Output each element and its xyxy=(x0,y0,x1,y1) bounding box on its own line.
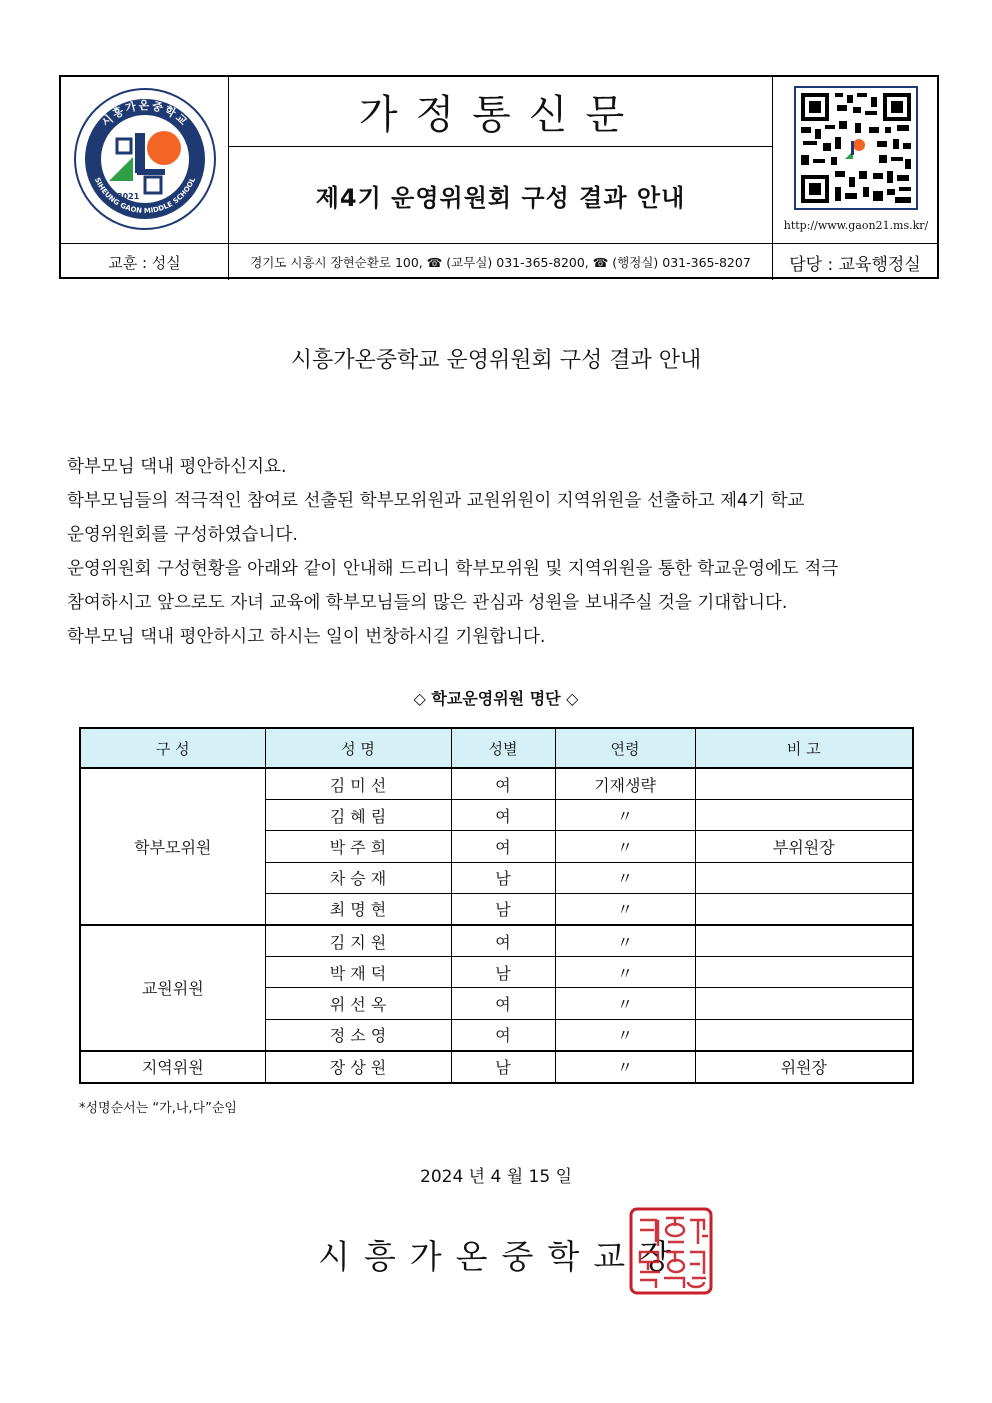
member-age-cell: 〃 xyxy=(555,893,695,925)
letter-line: 운영위원회를 구성하였습니다. xyxy=(67,525,298,545)
member-gender-cell: 여 xyxy=(451,988,555,1019)
member-note-cell: 위원장 xyxy=(695,1051,913,1083)
group-cell: 학부모위원 xyxy=(80,768,265,925)
member-gender-cell: 남 xyxy=(451,1051,555,1083)
member-age-cell: 〃 xyxy=(555,988,695,1019)
logo-year: 2021 xyxy=(117,192,140,201)
department-in-charge: 담당 : 교육행정실 xyxy=(789,254,921,275)
member-gender-cell: 여 xyxy=(451,768,555,800)
letter-line: 학부모님들의 적극적인 참여로 선출된 학부모위원과 교원위원이 지역위원을 선출하고 제4기 학교 xyxy=(67,491,805,511)
member-note-cell: 부위원장 xyxy=(695,831,913,862)
qr-cell xyxy=(773,77,939,243)
table-row xyxy=(80,925,913,957)
member-note-cell xyxy=(695,768,913,800)
member-note-cell xyxy=(695,862,913,893)
member-note-cell xyxy=(695,1019,913,1051)
official-seal-icon xyxy=(628,1206,714,1296)
document-title: 시흥가온중학교 운영위원회 구성 결과 안내 xyxy=(290,348,702,373)
info-row xyxy=(61,243,937,279)
group-cell: 교원위원 xyxy=(80,925,265,1051)
letter-line: 학부모님 댁내 평안하신지요. xyxy=(67,457,287,477)
member-note-cell xyxy=(695,988,913,1019)
member-age-cell: 〃 xyxy=(555,1019,695,1051)
member-gender-cell: 여 xyxy=(451,831,555,862)
table-header-row xyxy=(80,728,913,768)
school-address: 경기도 시흥시 장현순환로 100, ☎ (교무실) 031-365-8200, ☎ (행정실) 031-365-8207 xyxy=(229,244,773,280)
school-motto: 교훈 : 성실 xyxy=(61,244,229,280)
member-name-cell: 박 주 희 xyxy=(265,831,451,862)
page-title: 가정통신문 xyxy=(358,92,643,138)
member-gender-cell: 남 xyxy=(451,893,555,925)
member-gender-cell: 남 xyxy=(451,862,555,893)
member-note-cell xyxy=(695,957,913,988)
logo-korean-name: 시흥가온중학교 xyxy=(99,99,191,130)
column-header-note: 비 고 xyxy=(695,728,913,768)
member-name-cell: 위 선 옥 xyxy=(265,988,451,1019)
table-body xyxy=(80,768,913,1083)
member-gender-cell: 여 xyxy=(451,800,555,831)
header-box xyxy=(59,75,939,279)
title-cell xyxy=(229,77,773,147)
member-age-cell: 〃 xyxy=(555,1051,695,1083)
member-note-cell xyxy=(695,925,913,957)
member-name-cell: 최 명 현 xyxy=(265,893,451,925)
member-name-cell: 박 재 덕 xyxy=(265,957,451,988)
table-row xyxy=(80,768,913,800)
subtitle-cell xyxy=(229,147,773,243)
member-age-cell: 〃 xyxy=(555,957,695,988)
member-name-cell: 김 미 선 xyxy=(265,768,451,800)
footnote: *성명순서는 “가,나,다”순임 xyxy=(79,1101,237,1116)
member-gender-cell: 여 xyxy=(451,925,555,957)
letter-line: 학부모님 댁내 평안하시고 하시는 일이 번창하시길 기원합니다. xyxy=(67,627,546,647)
member-age-cell: 기재생략 xyxy=(555,768,695,800)
member-name-cell: 정 소 영 xyxy=(265,1019,451,1051)
qr-code-icon xyxy=(773,77,939,217)
member-age-cell: 〃 xyxy=(555,862,695,893)
member-name-cell: 차 승 재 xyxy=(265,862,451,893)
member-name-cell: 김 지 원 xyxy=(265,925,451,957)
member-gender-cell: 여 xyxy=(451,1019,555,1051)
member-gender-cell: 남 xyxy=(451,957,555,988)
column-header-name: 성 명 xyxy=(265,728,451,768)
member-age-cell: 〃 xyxy=(555,800,695,831)
page-subtitle: 제4기 운영위원회 구성 결과 안내 xyxy=(315,183,686,212)
school-logo xyxy=(61,77,229,243)
table-title: ◇ 학교운영위원 명단 ◇ xyxy=(413,689,579,708)
member-note-cell xyxy=(695,893,913,925)
member-name-cell: 장 상 원 xyxy=(265,1051,451,1083)
committee-roster-table xyxy=(79,727,914,1084)
logo-cell xyxy=(61,77,229,243)
qr-url: http://www.gaon21.ms.kr/ xyxy=(783,219,929,232)
letter-line: 참여하시고 앞으로도 자녀 교육에 학부모님들의 많은 관심과 성원을 보내주실 것을 기대합니다. xyxy=(67,593,788,613)
member-age-cell: 〃 xyxy=(555,831,695,862)
member-age-cell: 〃 xyxy=(555,925,695,957)
table-row xyxy=(80,1051,913,1083)
group-cell: 지역위원 xyxy=(80,1051,265,1083)
column-header-group: 구 성 xyxy=(80,728,265,768)
principal-signoff: 시흥가온중학교장 xyxy=(318,1237,686,1276)
member-note-cell xyxy=(695,800,913,831)
column-header-age: 연령 xyxy=(555,728,695,768)
member-name-cell: 김 혜 림 xyxy=(265,800,451,831)
column-header-gender: 성별 xyxy=(451,728,555,768)
issue-date: 2024 년 4 월 15 일 xyxy=(420,1167,572,1187)
letter-body xyxy=(67,450,927,654)
letter-line: 운영위원회 구성현황을 아래와 같이 안내해 드리니 학부모위원 및 지역위원을 통한 학교운영에도 적극 xyxy=(67,559,839,579)
logo-english-name: SIHEUNG GAON MIDDLE SCHOOL xyxy=(92,176,198,216)
